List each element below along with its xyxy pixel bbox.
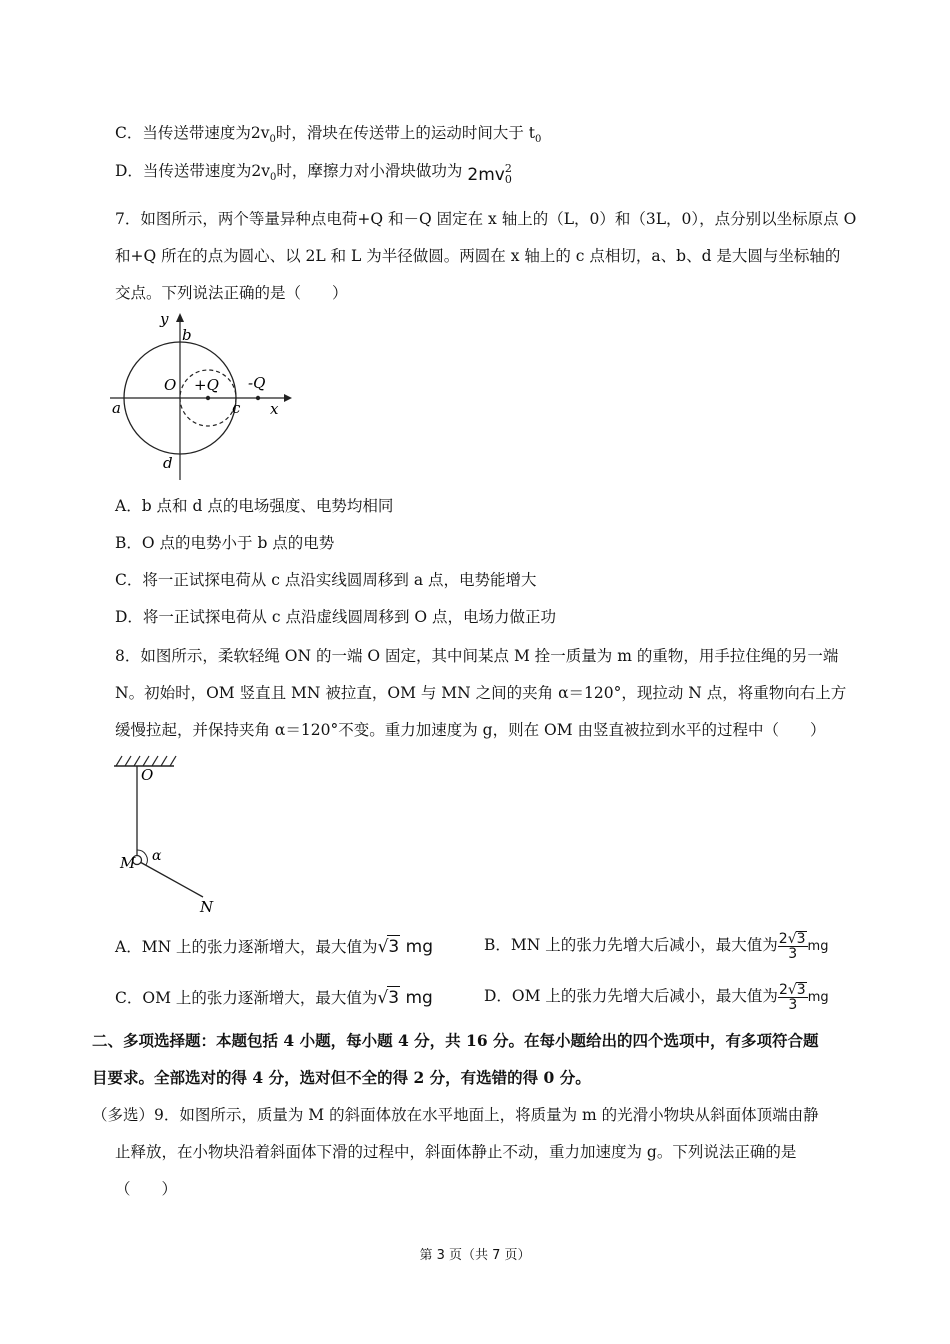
q6-option-c: C．当传送带速度为$2v_0$时，滑块在传送带上的运动时间大于 $t_0$ bbox=[115, 124, 542, 146]
q8-stem-line1: 8．如图所示，柔软轻绳 ON 的一端 O 固定，其中间某点 M 拴一质量为 m 的重物，用手拉住绳的另一端 bbox=[115, 647, 839, 665]
q7-option-d: D．将一正试探电荷从 c 点沿虚线圆周移到 O 点，电场力做正功 bbox=[115, 608, 557, 626]
rope-mn bbox=[140, 862, 203, 897]
q8-figure bbox=[110, 750, 230, 920]
q8-option-d: D．OM 上的张力先增大后减小，最大值为 $\frac{2√3}{3}$ mg bbox=[484, 982, 829, 1013]
label-N: N bbox=[200, 898, 214, 916]
label-M: M bbox=[120, 854, 136, 872]
label-x: x bbox=[270, 400, 279, 418]
q7-figure bbox=[108, 310, 293, 485]
minus-q-charge bbox=[256, 396, 260, 400]
label-d: d bbox=[163, 454, 173, 472]
label-plus-q: +Q bbox=[194, 376, 219, 394]
label-O: O bbox=[164, 376, 177, 394]
label-alpha: α bbox=[152, 848, 162, 864]
q8-stem-line3: 缓慢拉起，并保持夹角 α＝120°不变。重力加速度为 g，则在 OM 由竖直被拉到水平的过程中（ ） bbox=[115, 721, 826, 739]
q9-stem-line2: 止释放，在小物块沿着斜面体下滑的过程中，斜面体静止不动，重力加速度为 g。下列说法正确的是 bbox=[115, 1143, 797, 1161]
q9-stem-line1: （多选）9．如图所示，质量为 M 的斜面体放在水平地面上，将质量为 m 的光滑小物块从斜面体顶端由静 bbox=[92, 1106, 819, 1124]
q8-option-c: C．OM 上的张力逐渐增大，最大值为√3 mg bbox=[115, 988, 433, 1008]
label-c: c bbox=[232, 399, 241, 417]
label-y: y bbox=[160, 310, 169, 328]
q7-option-b: B．O 点的电势小于 b 点的电势 bbox=[115, 534, 335, 552]
label-O: O bbox=[141, 766, 154, 784]
q7-option-c: C．将一正试探电荷从 c 点沿实线圆周移到 a 点，电势能增大 bbox=[115, 571, 537, 589]
label-a: a bbox=[112, 399, 121, 417]
q7-stem-line2: 和+Q 所在的点为圆心、以 2L 和 L 为半径做圆。两圆在 x 轴上的 c 点相切，a、b、d 是大圆与坐标轴的 bbox=[115, 247, 841, 265]
page-footer: 第 3 页（共 7 页） bbox=[419, 1248, 531, 1263]
q8-stem-line2: N。初始时，OM 竖直且 MN 被拉直，OM 与 MN 之间的夹角 α＝120°，现拉动 N 点，将重物向右上方 bbox=[115, 684, 847, 702]
label-b: b bbox=[182, 326, 192, 344]
y-axis-arrow bbox=[176, 313, 184, 322]
q7-stem-line1: 7．如图所示，两个等量异种点电荷+Q 和－Q 固定在 x 轴上的（L，0）和（3L，0），点分别以坐标原点 O bbox=[115, 210, 857, 228]
q8-option-a: A．MN 上的张力逐渐增大，最大值为√3 mg bbox=[115, 937, 433, 957]
q7-stem-line3: 交点。下列说法正确的是（ ） bbox=[115, 284, 348, 302]
ceiling-hatch bbox=[116, 756, 176, 766]
q6-option-d: D．当传送带速度为$2v_0$时，摩擦力对小滑块做功为 2mv 2 0 bbox=[115, 162, 512, 186]
x-axis-arrow bbox=[284, 394, 292, 402]
plus-q-charge bbox=[206, 396, 210, 400]
q8-option-b: B．MN 上的张力先增大后减小，最大值为 $\frac{2√3}{3}$ mg bbox=[484, 931, 829, 962]
q7-option-a: A．b 点和 d 点的电场强度、电势均相同 bbox=[115, 497, 394, 515]
label-minus-q: -Q bbox=[248, 374, 266, 392]
section2-heading-line1: 二、多项选择题：本题包括 4 小题，每小题 4 分，共 16 分。在每小题给出的四个选项中，有多项符合题 bbox=[92, 1031, 819, 1050]
q9-stem-line3: （ ） bbox=[115, 1180, 178, 1198]
section2-heading-line2: 目要求。全部选对的得 4 分，选对但不全的得 2 分，有选错的得 0 分。 bbox=[92, 1068, 591, 1087]
